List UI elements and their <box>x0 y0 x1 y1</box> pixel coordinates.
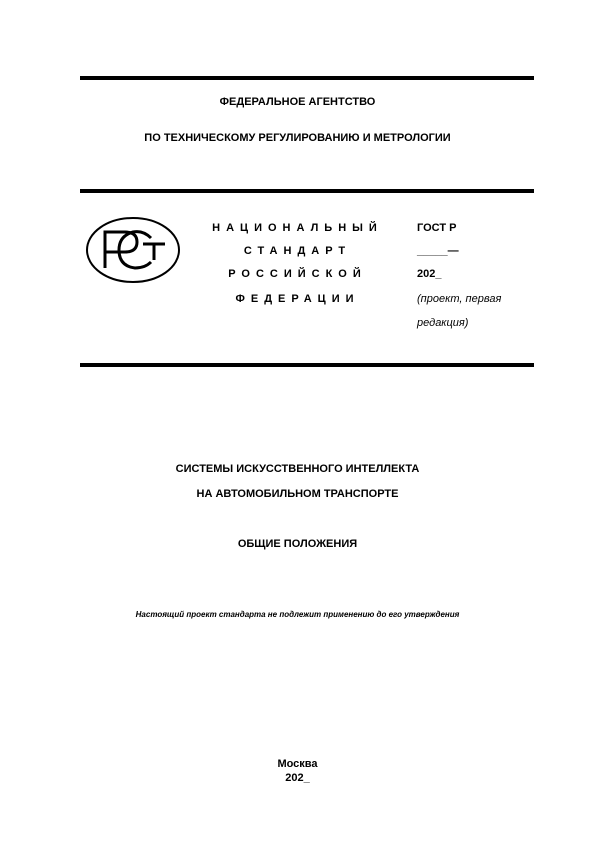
agency-line-1: ФЕДЕРАЛЬНОЕ АГЕНТСТВО <box>219 96 376 108</box>
draft-note-1: (проект, первая <box>417 293 502 305</box>
title-line-2: НА АВТОМОБИЛЬНОМ ТРАНСПОРТЕ <box>196 488 399 500</box>
rst-logo-text: РСТ <box>133 282 135 283</box>
disclaimer-note: Настоящий проект стандарта не подлежит применению до его утверждения <box>135 610 460 619</box>
footer-city: Москва <box>277 758 318 770</box>
russian-word: РОССИЙСКОЙ <box>228 268 367 280</box>
title-line-1: СИСТЕМЫ ИСКУССТВЕННОГО ИНТЕЛЛЕКТА <box>175 463 420 475</box>
standard-word: СТАНДАРТ <box>243 245 352 257</box>
rst-logo-icon <box>85 216 181 284</box>
federation-word: ФЕДЕРАЦИИ <box>235 293 360 305</box>
agency-line-2: ПО ТЕХНИЧЕСКОМУ РЕГУЛИРОВАНИЮ И МЕТРОЛОГИИ <box>144 132 451 144</box>
draft-note-2: редакция) <box>417 317 469 329</box>
bottom-rule <box>80 363 534 367</box>
gost-number: _____— <box>417 245 459 257</box>
national-word: НАЦИОНАЛЬНЫЙ <box>212 222 383 234</box>
subtitle: ОБЩИЕ ПОЛОЖЕНИЯ <box>237 538 358 550</box>
footer-year: 202_ <box>285 772 310 784</box>
gost-year: 202_ <box>417 268 442 280</box>
gost-label: ГОСТ Р <box>417 222 457 234</box>
top-rule <box>80 76 534 80</box>
middle-rule <box>80 189 534 193</box>
